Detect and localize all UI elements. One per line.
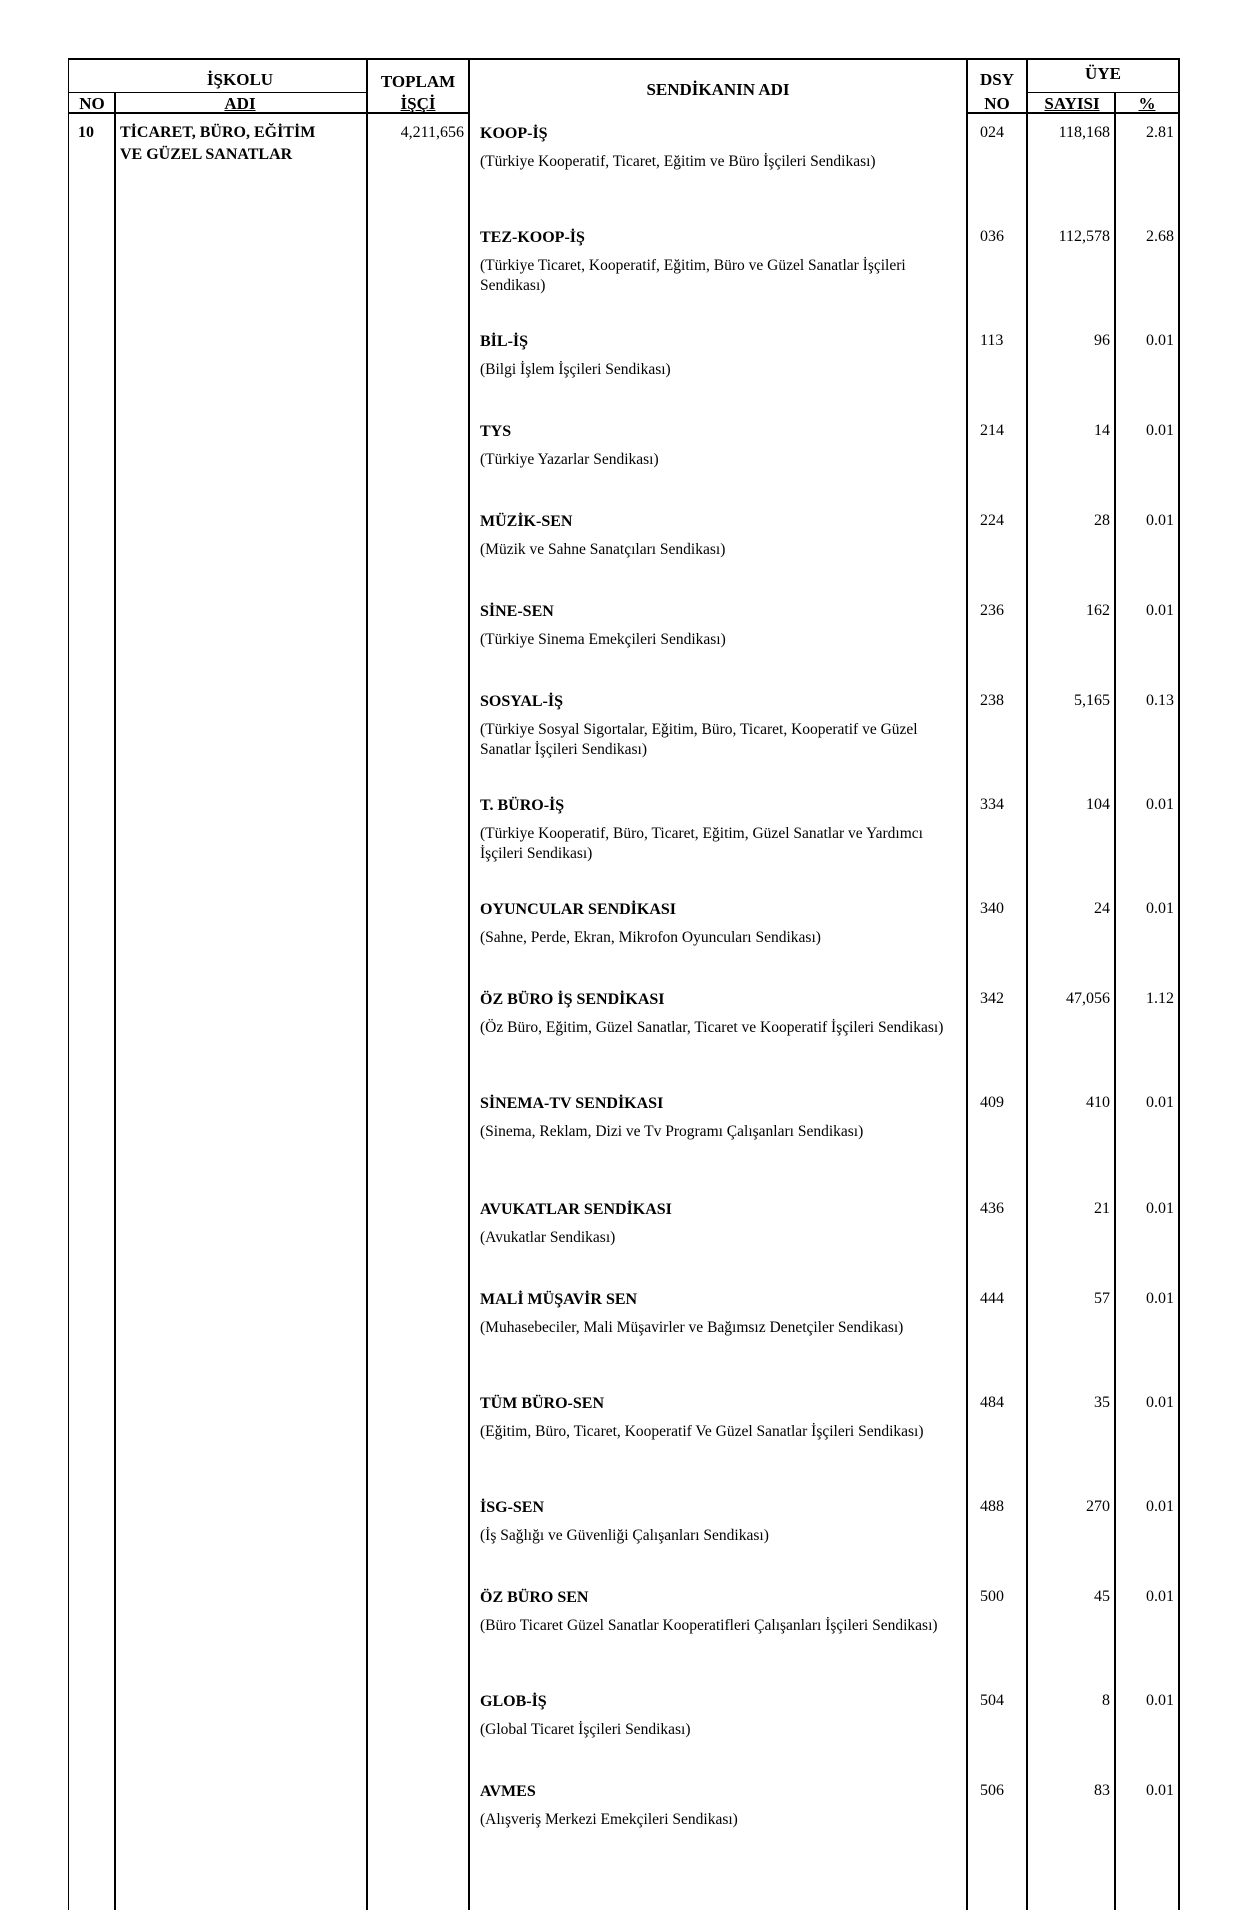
union-member-count: 96 bbox=[1094, 332, 1110, 349]
union-dsy-no: 500 bbox=[980, 1588, 1004, 1605]
union-full-name: (Türkiye Kooperatif, Ticaret, Eğitim ve Büro İşçileri Sendikası) bbox=[480, 153, 876, 170]
union-dsy-no: 409 bbox=[980, 1094, 1004, 1111]
union-full-name: (Türkiye Sosyal Sigortalar, Eğitim, Büro, Ticaret, Kooperatif ve Güzel Sanatlar İşçileri Sendikası) bbox=[480, 721, 918, 758]
union-dsy-no: 484 bbox=[980, 1394, 1004, 1411]
header-percent: % bbox=[1138, 94, 1156, 113]
union-percent: 0.01 bbox=[1146, 900, 1174, 917]
union-percent: 0.01 bbox=[1146, 1588, 1174, 1605]
union-full-name: (Türkiye Sinema Emekçileri Sendikası) bbox=[480, 631, 726, 648]
col-divider-no bbox=[114, 92, 116, 1910]
union-title: SOSYAL-İŞ bbox=[480, 693, 564, 710]
union-percent: 0.01 bbox=[1146, 422, 1174, 439]
union-title: OYUNCULAR SENDİKASI bbox=[480, 901, 677, 918]
header-toplam: TOPLAM bbox=[380, 72, 456, 91]
union-percent: 0.01 bbox=[1146, 512, 1174, 529]
union-full-name: (Alışveriş Merkezi Emekçileri Sendikası) bbox=[480, 1811, 738, 1828]
union-member-count: 83 bbox=[1094, 1782, 1110, 1799]
industry-name-line2: VE GÜZEL SANATLAR bbox=[120, 146, 293, 163]
union-member-count: 410 bbox=[1086, 1094, 1110, 1111]
union-title: TÜM BÜRO-SEN bbox=[480, 1395, 605, 1412]
union-member-count: 24 bbox=[1094, 900, 1110, 917]
union-percent: 0.01 bbox=[1146, 1200, 1174, 1217]
union-title: TYS bbox=[480, 423, 512, 440]
union-full-name: (Sinema, Reklam, Dizi ve Tv Programı Çalışanları Sendikası) bbox=[480, 1123, 864, 1140]
union-member-count: 104 bbox=[1086, 796, 1110, 813]
union-member-count: 45 bbox=[1094, 1588, 1110, 1605]
union-dsy-no: 504 bbox=[980, 1692, 1004, 1709]
union-member-count: 57 bbox=[1094, 1290, 1110, 1307]
union-percent: 0.01 bbox=[1146, 1290, 1174, 1307]
union-title: AVUKATLAR SENDİKASI bbox=[480, 1201, 672, 1218]
union-full-name: (Muhasebeciler, Mali Müşavirler ve Bağımsız Denetçiler Sendikası) bbox=[480, 1319, 904, 1336]
union-percent: 1.12 bbox=[1146, 990, 1174, 1007]
union-member-count: 8 bbox=[1102, 1692, 1110, 1709]
union-full-name: (Türkiye Ticaret, Kooperatif, Eğitim, Büro ve Güzel Sanatlar İşçileri Sendikası) bbox=[480, 257, 906, 294]
union-title: MALİ MÜŞAVİR SEN bbox=[480, 1291, 638, 1308]
union-percent: 2.68 bbox=[1146, 228, 1174, 245]
union-member-count: 112,578 bbox=[1058, 228, 1110, 245]
header-no: NO bbox=[79, 94, 105, 113]
union-member-count: 28 bbox=[1094, 512, 1110, 529]
col-divider-sayisi bbox=[1114, 92, 1116, 1910]
union-member-count: 5,165 bbox=[1074, 692, 1110, 709]
header-sayisi: SAYISI bbox=[1044, 94, 1100, 113]
union-member-count: 118,168 bbox=[1058, 124, 1110, 141]
union-member-count: 14 bbox=[1094, 422, 1110, 439]
union-title: BİL-İŞ bbox=[480, 333, 529, 350]
union-full-name: (Bilgi İşlem İşçileri Sendikası) bbox=[480, 361, 671, 378]
col-divider-toplam bbox=[468, 58, 470, 1910]
union-percent: 0.01 bbox=[1146, 602, 1174, 619]
union-member-count: 270 bbox=[1086, 1498, 1110, 1515]
union-dsy-no: 238 bbox=[980, 692, 1004, 709]
header-uye: ÜYE bbox=[1085, 64, 1121, 83]
union-dsy-no: 214 bbox=[980, 422, 1004, 439]
header-sendika-adi: SENDİKANIN ADI bbox=[646, 80, 790, 99]
union-member-count: 21 bbox=[1094, 1200, 1110, 1217]
union-title: GLOB-İŞ bbox=[480, 1693, 547, 1710]
union-full-name: (Avukatlar Sendikası) bbox=[480, 1229, 616, 1246]
col-divider-adi bbox=[366, 58, 368, 1910]
union-dsy-no: 113 bbox=[980, 332, 1004, 349]
uye-subheader-rule bbox=[1026, 92, 1180, 93]
union-full-name: (Eğitim, Büro, Ticaret, Kooperatif Ve Güzel Sanatlar İşçileri Sendikası) bbox=[480, 1423, 924, 1440]
union-dsy-no: 488 bbox=[980, 1498, 1004, 1515]
union-title: AVMES bbox=[480, 1783, 536, 1800]
industry-no: 10 bbox=[78, 124, 94, 141]
union-full-name: (Sahne, Perde, Ekran, Mikrofon Oyuncuları Sendikası) bbox=[480, 929, 821, 946]
union-title: T. BÜRO-İŞ bbox=[480, 797, 565, 814]
union-title: ÖZ BÜRO İŞ SENDİKASI bbox=[480, 991, 665, 1008]
union-dsy-no: 224 bbox=[980, 512, 1004, 529]
industry-name-line1: TİCARET, BÜRO, EĞİTİM bbox=[120, 124, 316, 141]
union-full-name: (Müzik ve Sahne Sanatçıları Sendikası) bbox=[480, 541, 726, 558]
header-iskolu-rule bbox=[68, 92, 368, 93]
union-percent: 0.01 bbox=[1146, 1094, 1174, 1111]
industry-total-workers: 4,211,656 bbox=[400, 124, 464, 141]
union-percent: 0.01 bbox=[1146, 1782, 1174, 1799]
union-title: SİNE-SEN bbox=[480, 603, 554, 620]
union-title: SİNEMA-TV SENDİKASI bbox=[480, 1095, 664, 1112]
table-top-border bbox=[68, 58, 1180, 60]
union-dsy-no: 024 bbox=[980, 124, 1004, 141]
col-divider-sendika bbox=[966, 58, 968, 1910]
union-full-name: (Türkiye Kooperatif, Büro, Ticaret, Eğitim, Güzel Sanatlar ve Yardımcı İşçileri Sendikası) bbox=[480, 825, 923, 862]
header-isci: İŞÇİ bbox=[400, 94, 436, 113]
union-full-name: (Global Ticaret İşçileri Sendikası) bbox=[480, 1721, 691, 1738]
union-dsy-no: 506 bbox=[980, 1782, 1004, 1799]
union-dsy-no: 342 bbox=[980, 990, 1004, 1007]
header-dsy-no: NO bbox=[984, 94, 1010, 113]
union-percent: 0.13 bbox=[1146, 692, 1174, 709]
union-percent: 0.01 bbox=[1146, 796, 1174, 813]
union-percent: 0.01 bbox=[1146, 332, 1174, 349]
union-title: İSG-SEN bbox=[480, 1499, 545, 1516]
union-full-name: (Büro Ticaret Güzel Sanatlar Kooperatifleri Çalışanları İşçileri Sendikası) bbox=[480, 1617, 938, 1634]
union-member-count: 35 bbox=[1094, 1394, 1110, 1411]
union-dsy-no: 036 bbox=[980, 228, 1004, 245]
union-dsy-no: 340 bbox=[980, 900, 1004, 917]
union-percent: 0.01 bbox=[1146, 1692, 1174, 1709]
union-dsy-no: 444 bbox=[980, 1290, 1004, 1307]
union-percent: 0.01 bbox=[1146, 1498, 1174, 1515]
union-dsy-no: 436 bbox=[980, 1200, 1004, 1217]
union-full-name: (İş Sağlığı ve Güvenliği Çalışanları Sendikası) bbox=[480, 1527, 769, 1544]
header-adi: ADI bbox=[224, 94, 256, 113]
col-divider-right-edge bbox=[1178, 58, 1180, 1910]
union-dsy-no: 334 bbox=[980, 796, 1004, 813]
union-title: ÖZ BÜRO SEN bbox=[480, 1589, 589, 1606]
union-full-name: (Öz Büro, Eğitim, Güzel Sanatlar, Ticaret ve Kooperatif İşçileri Sendikası) bbox=[480, 1019, 944, 1036]
union-title: TEZ-KOOP-İŞ bbox=[480, 229, 585, 246]
col-divider-left-edge bbox=[68, 58, 69, 1910]
header-dsy: DSY bbox=[979, 70, 1014, 89]
header-iskolu: İŞKOLU bbox=[206, 70, 274, 89]
union-dsy-no: 236 bbox=[980, 602, 1004, 619]
col-divider-dsy bbox=[1026, 58, 1028, 1910]
union-percent: 2.81 bbox=[1146, 124, 1174, 141]
union-full-name: (Türkiye Yazarlar Sendikası) bbox=[480, 451, 659, 468]
union-percent: 0.01 bbox=[1146, 1394, 1174, 1411]
union-member-count: 47,056 bbox=[1066, 990, 1110, 1007]
union-title: MÜZİK-SEN bbox=[480, 513, 573, 530]
union-title: KOOP-İŞ bbox=[480, 125, 548, 142]
union-member-count: 162 bbox=[1086, 602, 1110, 619]
